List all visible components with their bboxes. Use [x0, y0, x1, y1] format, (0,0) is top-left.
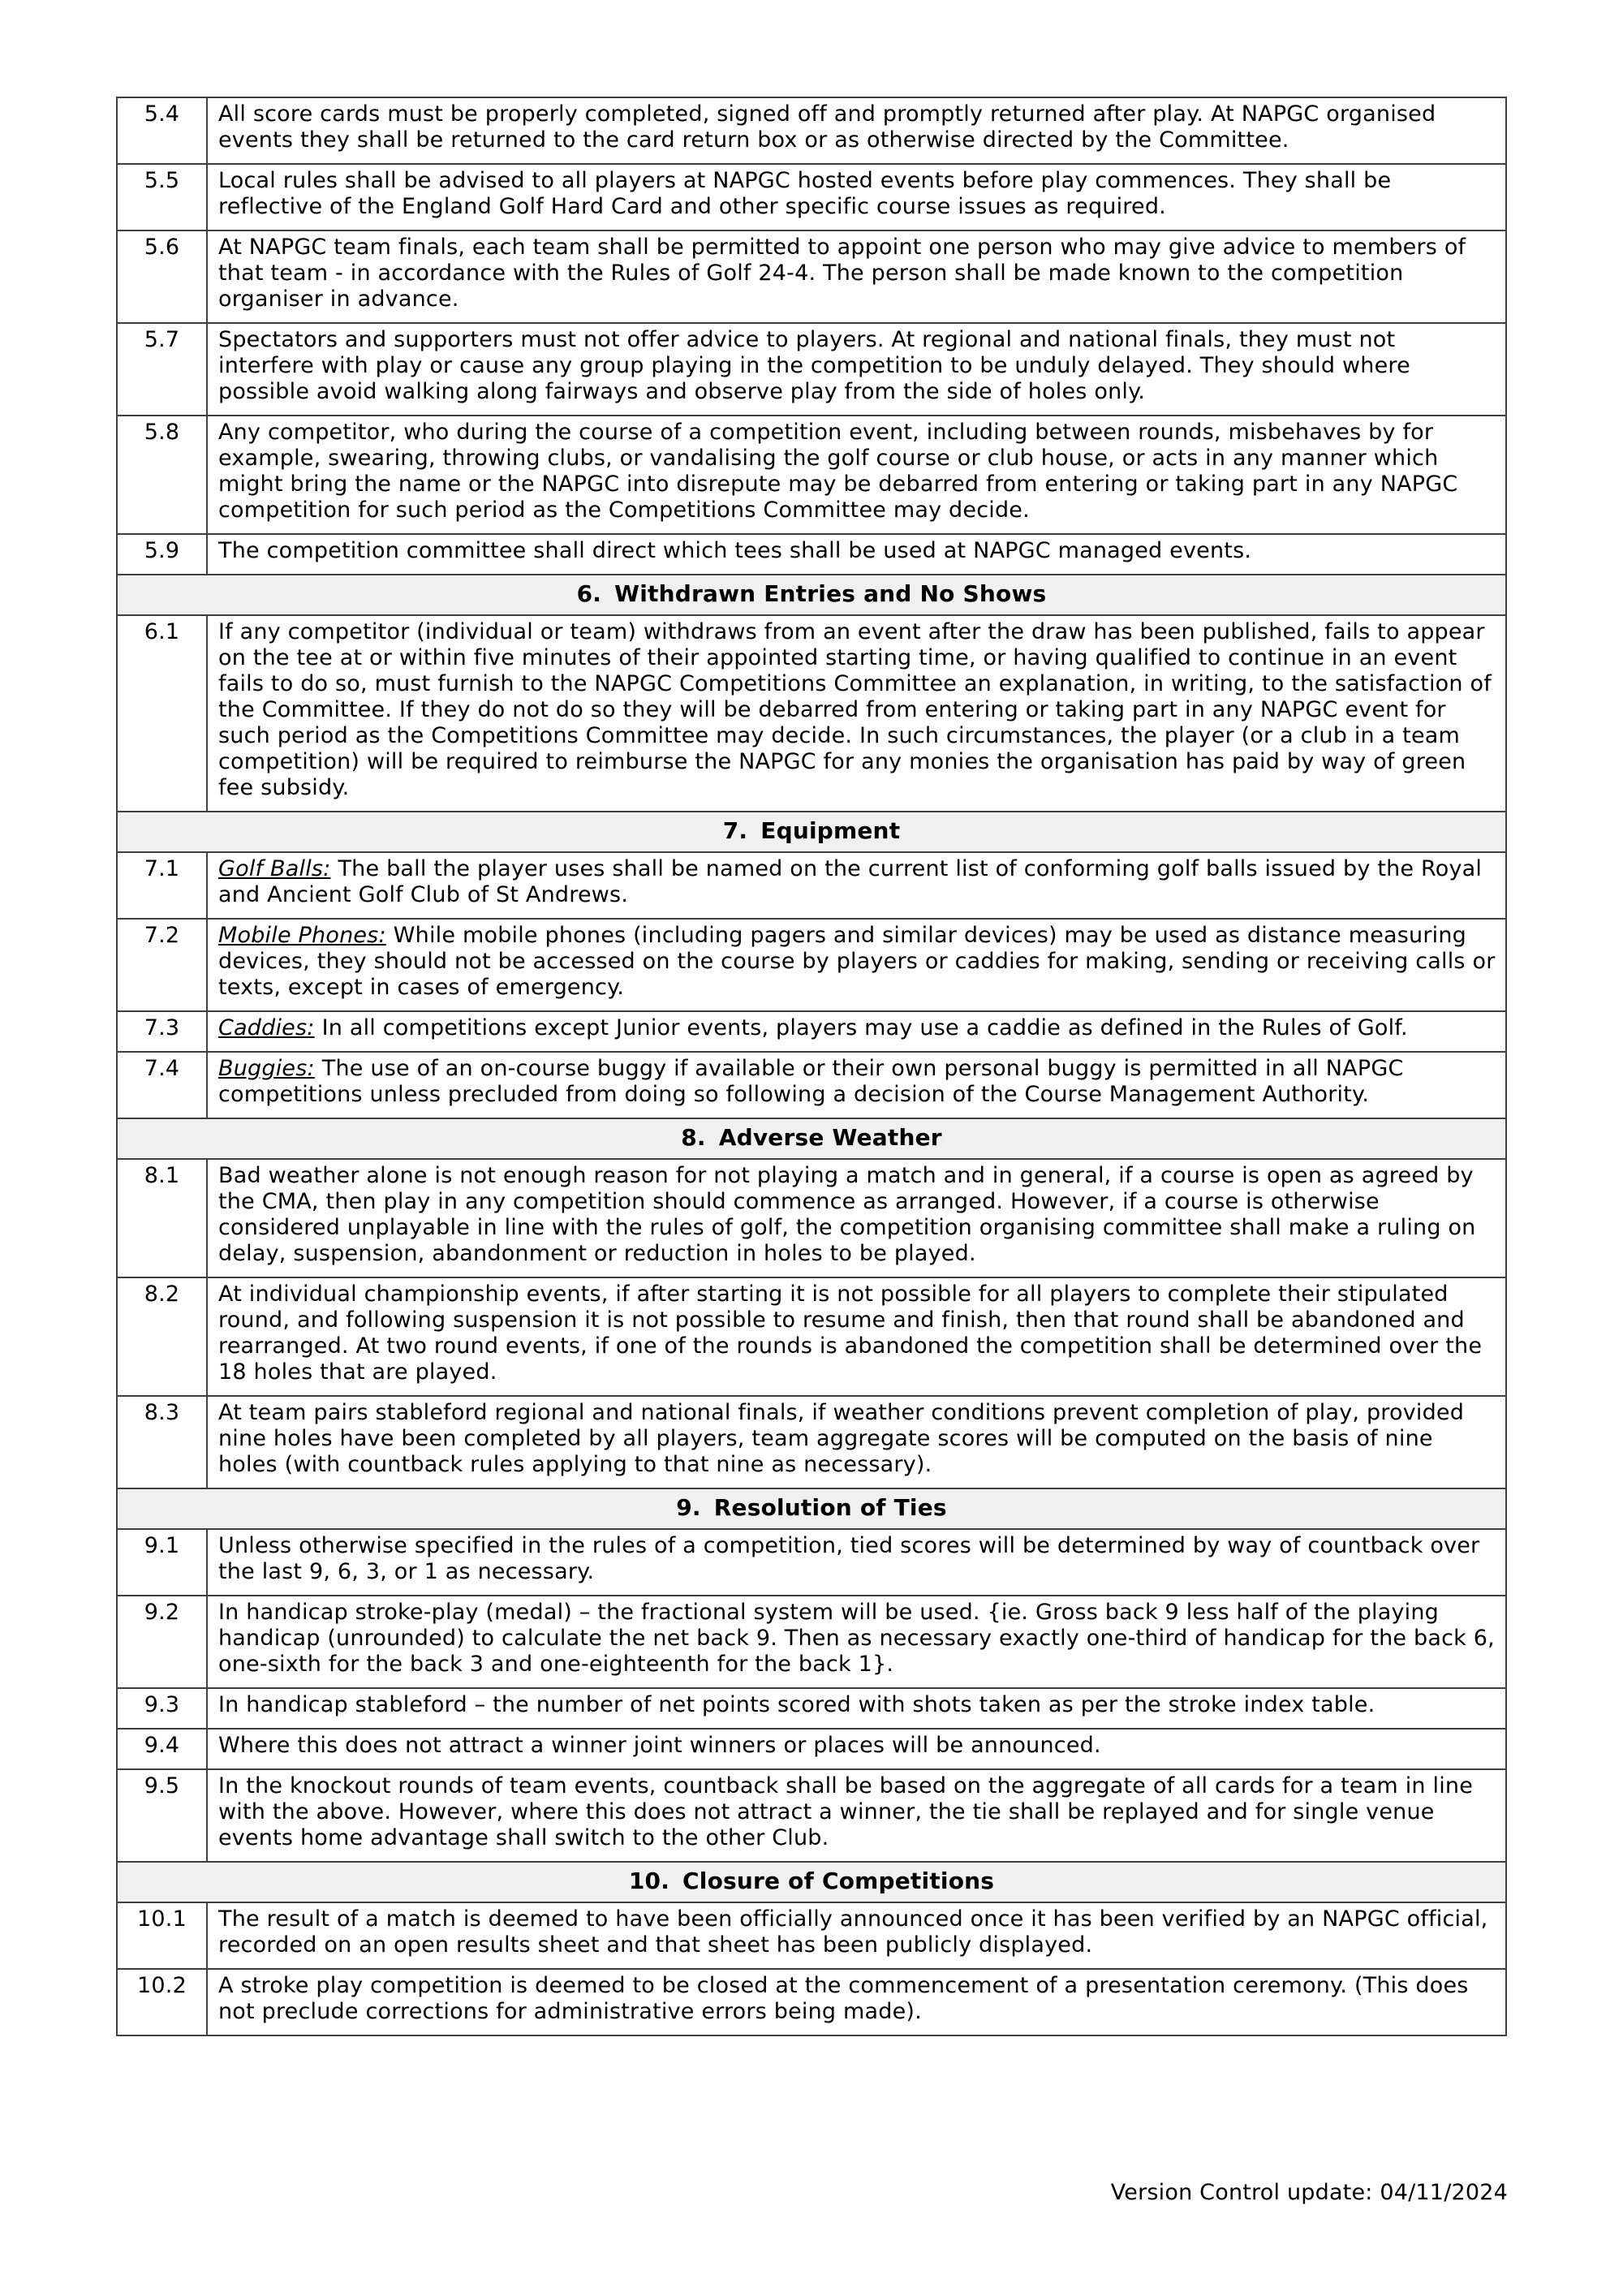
section-header-row — [117, 1862, 1506, 1902]
version-control-note: Version Control update: 04/11/2024 — [1110, 2180, 1508, 2205]
rule-number: 5.5 — [117, 164, 207, 230]
table-row — [117, 1902, 1506, 1969]
table-row — [117, 1277, 1506, 1396]
rule-number: 8.3 — [117, 1396, 207, 1488]
rule-text: In the knockout rounds of team events, countback shall be based on the aggregate of all cards for a team in line with the above. However, where this does not attract a winner, the tie shall be replayed and for single venue events home advantage shall switch to the other Club. — [218, 1773, 1474, 1850]
table-row — [117, 1729, 1506, 1769]
rule-text: At individual championship events, if after starting it is not possible for all players to complete their stipulated round, and following suspension it is not possible to resume and finish, then that round shall be abandoned and rearranged. At two round events, if one of the rounds is abandoned the competition shall be determined over the 18 holes that are played. — [218, 1282, 1483, 1385]
rule-number: 5.8 — [117, 416, 207, 534]
rule-text-cell — [207, 1052, 1506, 1118]
rule-number: 9.3 — [117, 1688, 207, 1729]
rule-text: At NAPGC team finals, each team shall be permitted to appoint one person who may give advice to members of that team - in accordance with the Rules of Golf 24-4. The person shall be made known to the competition organiser in advance. — [218, 235, 1466, 312]
rule-text-cell — [207, 1902, 1506, 1969]
rule-text-cell — [207, 230, 1506, 323]
section-header-row — [117, 575, 1506, 615]
rule-text-cell — [207, 164, 1506, 230]
table-row — [117, 615, 1506, 812]
section-number: 10. — [628, 1867, 670, 1894]
rules-table-body — [117, 97, 1506, 2035]
rule-number: 8.2 — [117, 1277, 207, 1396]
rule-text-cell — [207, 1969, 1506, 2035]
table-row — [117, 1688, 1506, 1729]
rule-text-cell — [207, 1396, 1506, 1488]
table-row — [117, 1769, 1506, 1862]
rules-table — [116, 97, 1507, 2036]
rule-lead: Buggies: — [218, 1056, 315, 1081]
section-title: Resolution of Ties — [713, 1494, 947, 1521]
rule-text-cell — [207, 615, 1506, 812]
table-row — [117, 852, 1506, 919]
rule-text: Spectators and supporters must not offer advice to players. At regional and national finals, they must not interfere with play or cause any group playing in the competition to be unduly delayed. They should where possible avoid walking along fairways and observe play from the side of holes only. — [218, 327, 1410, 404]
rule-text-cell — [207, 534, 1506, 575]
table-row — [117, 323, 1506, 416]
section-title: Adverse Weather — [718, 1124, 942, 1151]
rule-text-cell — [207, 1529, 1506, 1596]
rule-text: In handicap stableford – the number of net points scored with shots taken as per the stroke index table. — [218, 1692, 1375, 1717]
table-row — [117, 97, 1506, 164]
rule-text-cell — [207, 1596, 1506, 1688]
table-row — [117, 1396, 1506, 1488]
table-row — [117, 1159, 1506, 1277]
rule-text: The use of an on-course buggy if available or their own personal buggy is permitted in all NAPGC competitions unless precluded from doing so following a decision of the Course Management Authority. — [218, 1056, 1404, 1107]
rule-lead: Mobile Phones: — [218, 923, 386, 948]
table-row — [117, 1011, 1506, 1052]
rule-text-cell — [207, 323, 1506, 416]
section-title: Withdrawn Entries and No Shows — [614, 580, 1047, 607]
table-row — [117, 534, 1506, 575]
table-row — [117, 1052, 1506, 1118]
rule-text: Local rules shall be advised to all players at NAPGC hosted events before play commences. They shall be reflective of the England Golf Hard Card and other specific course issues as required. — [218, 168, 1392, 219]
rule-number: 7.3 — [117, 1011, 207, 1052]
rule-text-cell — [207, 852, 1506, 919]
section-header-cell — [117, 575, 1506, 615]
rule-text: Any competitor, who during the course of a competition event, including between rounds, misbehaves by for example, swearing, throwing clubs, or vandalising the golf course or club house, or acts in any manner which might bring the name or the NAPGC into disrepute may be debarred from entering or taking part in any NAPGC competition for such period as the Competitions Committee may decide. — [218, 420, 1458, 523]
rule-text-cell — [207, 1769, 1506, 1862]
rule-number: 7.2 — [117, 919, 207, 1011]
table-row — [117, 1529, 1506, 1596]
rule-lead: Caddies: — [218, 1015, 315, 1040]
section-header-cell — [117, 1488, 1506, 1529]
rule-number: 10.2 — [117, 1969, 207, 2035]
rule-text: A stroke play competition is deemed to be closed at the commencement of a presentation ceremony. (This does not preclude corrections for administrative errors being made). — [218, 1973, 1469, 2024]
rule-text: The ball the player uses shall be named on the current list of conforming golf balls issued by the Royal and Ancient Golf Club of St Andrews. — [218, 856, 1483, 907]
section-header-row — [117, 1118, 1506, 1159]
rule-text-cell — [207, 97, 1506, 164]
section-header-row — [117, 1488, 1506, 1529]
rule-text: In handicap stroke-play (medal) – the fractional system will be used. {ie. Gross back 9 less half of the playing handicap (unrounded) to calculate the net back 9. Then as necessary exactly one-third of handicap for the back 6, one-sixth for the back 3 and one-eighteenth for the back 1}. — [218, 1600, 1495, 1677]
section-number: 8. — [681, 1124, 706, 1151]
rule-text: Where this does not attract a winner joint winners or places will be announced. — [218, 1733, 1101, 1758]
rule-text-cell — [207, 1277, 1506, 1396]
section-number: 7. — [722, 817, 748, 844]
rule-text: The result of a match is deemed to have been officially announced once it has been verified by an NAPGC official, recorded on an open results sheet and that sheet has been publicly displayed. — [218, 1906, 1488, 1958]
rule-number: 10.1 — [117, 1902, 207, 1969]
rule-text: Bad weather alone is not enough reason for not playing a match and in general, if a course is open as agreed by the CMA, then play in any competition should commence as arranged. However, if a course is otherwise considered unplayable in line with the rules of golf, the competition organising committee shall make a ruling on delay, suspension, abandonment or reduction in holes to be played. — [218, 1163, 1476, 1266]
rule-number: 5.9 — [117, 534, 207, 575]
table-row — [117, 1596, 1506, 1688]
rule-text: If any competitor (individual or team) withdraws from an event after the draw has been published, fails to appear on the tee at or within five minutes of their appointed starting time, or having qualified to continue in an event fails to do so, must furnish to the NAPGC Competitions Committee an explanation, in writing, to the satisfaction of the Committee. If they do not do so they will be debarred from entering or taking part in any NAPGC event for such period as the Competitions Committee may decide. In such circumstances, the player (or a club in a team competition) will be required to reimburse the NAPGC for any monies the organisation has paid by way of green fee subsidy. — [218, 619, 1492, 800]
rule-number: 7.4 — [117, 1052, 207, 1118]
section-header-cell — [117, 812, 1506, 852]
rule-number: 5.4 — [117, 97, 207, 164]
table-row — [117, 416, 1506, 534]
rule-number: 5.7 — [117, 323, 207, 416]
rule-text: In all competitions except Junior events, players may use a caddie as defined in the Rules of Golf. — [321, 1015, 1408, 1040]
table-row — [117, 164, 1506, 230]
rule-text: At team pairs stableford regional and national finals, if weather conditions prevent completion of play, provided nine holes have been completed by all players, team aggregate scores will be computed on the basis of nine holes (with countback rules applying to that nine as necessary). — [218, 1400, 1465, 1477]
section-header-cell — [117, 1862, 1506, 1902]
rule-text: The competition committee shall direct which tees shall be used at NAPGC managed events. — [218, 538, 1252, 563]
section-title: Closure of Competitions — [682, 1867, 995, 1894]
rule-number: 8.1 — [117, 1159, 207, 1277]
rule-number: 9.2 — [117, 1596, 207, 1688]
rule-text: Unless otherwise specified in the rules of a competition, tied scores will be determined by way of countback over the last 9, 6, 3, or 1 as necessary. — [218, 1533, 1480, 1584]
rule-text-cell — [207, 1729, 1506, 1769]
rule-number: 9.4 — [117, 1729, 207, 1769]
table-row — [117, 1969, 1506, 2035]
table-row — [117, 919, 1506, 1011]
section-header-row — [117, 812, 1506, 852]
section-title: Equipment — [760, 817, 901, 844]
rule-text: While mobile phones (including pagers and similar devices) may be used as distance measuring devices, they should not be accessed on the course by players or caddies for making, sending or receiving calls or texts, except in cases of emergency. — [218, 923, 1496, 1000]
rule-text: All score cards must be properly completed, signed off and promptly returned after play. At NAPGC organised events they shall be returned to the card return box or as otherwise directed by the Committee. — [218, 101, 1436, 153]
rule-text-cell — [207, 919, 1506, 1011]
rule-text-cell — [207, 1011, 1506, 1052]
rule-number: 5.6 — [117, 230, 207, 323]
rule-number: 7.1 — [117, 852, 207, 919]
rule-number: 6.1 — [117, 615, 207, 812]
table-row — [117, 230, 1506, 323]
rule-number: 9.5 — [117, 1769, 207, 1862]
section-header-cell — [117, 1118, 1506, 1159]
rule-text-cell — [207, 1688, 1506, 1729]
rule-number: 9.1 — [117, 1529, 207, 1596]
rule-lead: Golf Balls: — [218, 856, 331, 881]
section-number: 9. — [676, 1494, 701, 1521]
rule-text-cell — [207, 1159, 1506, 1277]
rule-text-cell — [207, 416, 1506, 534]
section-number: 6. — [576, 580, 602, 607]
